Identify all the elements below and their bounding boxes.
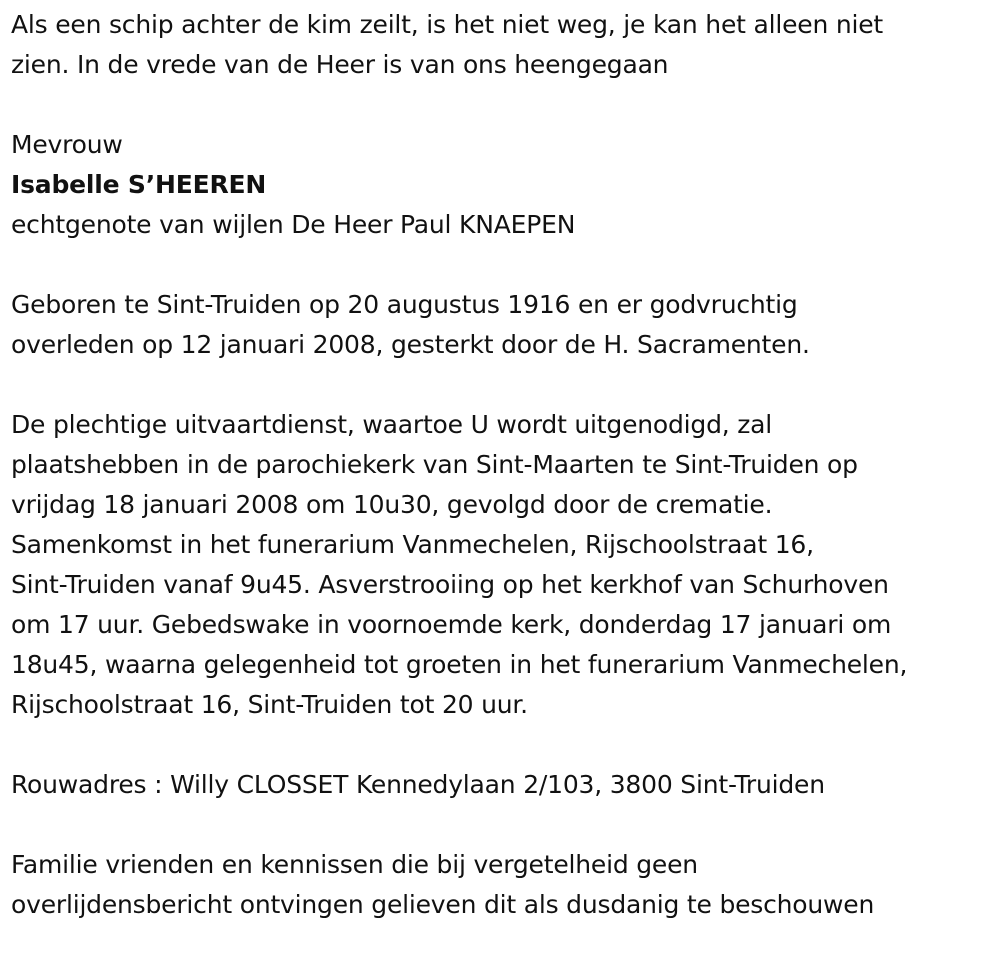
closing-paragraph — [11, 845, 996, 925]
funeral-line: Rijschoolstraat 16, Sint-Truiden tot 20 uur. — [11, 690, 528, 719]
funeral-line: 18u45, waarna gelegenheid tot groeten in het funerarium Vanmechelen, — [11, 650, 908, 679]
spouse-line: echtgenote van wijlen De Heer Paul KNAEPEN — [11, 210, 576, 239]
funeral-line: Sint-Truiden vanaf 9u45. Asverstrooiing op het kerkhof van Schurhoven — [11, 570, 889, 599]
funeral-line: vrijdag 18 januari 2008 om 10u30, gevolgd door de crematie. — [11, 490, 773, 519]
funeral-paragraph — [11, 405, 996, 725]
funeral-line: Samenkomst in het funerarium Vanmechelen, Rijschoolstraat 16, — [11, 530, 814, 559]
spacer — [11, 245, 996, 285]
closing-line: Familie vrienden en kennissen die bij vergetelheid geen — [11, 850, 698, 879]
closing-line: overlijdensbericht ontvingen gelieven dit als dusdanig te beschouwen — [11, 890, 875, 919]
intro-quote — [11, 5, 996, 85]
mourning-address — [11, 765, 996, 805]
spacer — [11, 365, 996, 405]
funeral-line: De plechtige uitvaartdienst, waartoe U wordt uitgenodigd, zal — [11, 410, 773, 439]
spacer — [11, 725, 996, 765]
birth-death-line: overleden op 12 januari 2008, gesterkt door de H. Sacramenten. — [11, 330, 810, 359]
funeral-line: plaatshebben in de parochiekerk van Sint-Maarten te Sint-Truiden op — [11, 450, 858, 479]
intro-line: zien. In de vrede van de Heer is van ons heengegaan — [11, 50, 669, 79]
mourning-address-line: Rouwadres : Willy CLOSSET Kennedylaan 2/103, 3800 Sint-Truiden — [11, 770, 825, 799]
obituary-notice — [11, 5, 996, 925]
intro-line: Als een schip achter de kim zeilt, is het niet weg, je kan het alleen niet — [11, 10, 884, 39]
birth-death-line: Geboren te Sint-Truiden op 20 augustus 1916 en er godvruchtig — [11, 290, 798, 319]
person-title: Mevrouw — [11, 130, 123, 159]
spacer — [11, 85, 996, 125]
funeral-line: om 17 uur. Gebedswake in voornoemde kerk, donderdag 17 januari om — [11, 610, 892, 639]
person-block — [11, 125, 996, 245]
person-name: Isabelle S’HEEREN — [11, 170, 267, 199]
birth-death-paragraph — [11, 285, 996, 365]
spacer — [11, 805, 996, 845]
